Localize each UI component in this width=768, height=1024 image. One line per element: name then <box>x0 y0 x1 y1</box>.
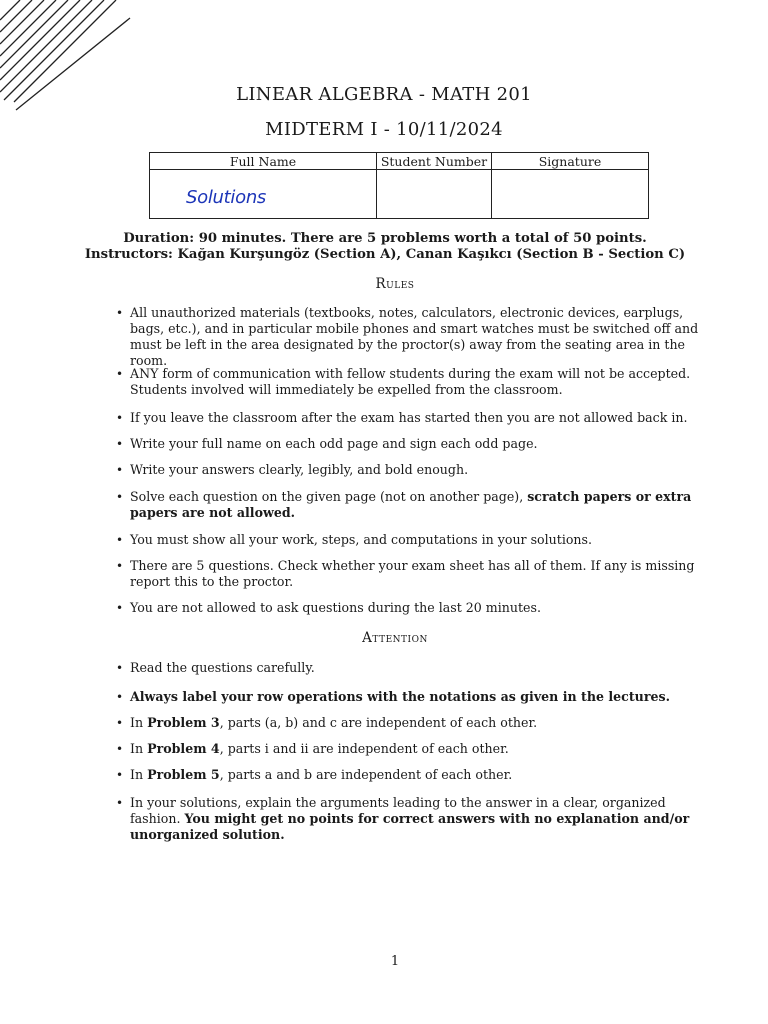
attention-item: • Always label your row operations with the notations as given in the lectures. <box>116 689 700 705</box>
full-name-cell[interactable] <box>150 170 377 219</box>
rule-item: • ANY form of communication with fellow students during the exam will not be accepted. Students involved will immediately be expelled from the classroom. <box>116 366 700 398</box>
instructors-info: Instructors: Kağan Kurşungöz (Section A), Canan Kaşıkcı (Section B - Section C) <box>84 247 686 262</box>
duration-info: Duration: 90 minutes. There are 5 problems worth a total of 50 points. <box>123 231 647 246</box>
rules-heading: Rules <box>375 276 415 292</box>
rule-item: • Write your full name on each odd page and sign each odd page. <box>116 436 700 452</box>
signature-header: Signature <box>492 153 649 170</box>
rule-item: • All unauthorized materials (textbooks, notes, calculators, electronic devices, earplugs, bags, etc.), and in particular mobile phones and smart watches must be switched off and must be left in the area designated by the proctor(s) away from the seating area in the room. <box>116 305 700 369</box>
attention-heading: Attention <box>362 630 428 646</box>
rule-item: • There are 5 questions. Check whether your exam sheet has all of them. If any is missing report this to the proctor. <box>116 558 700 590</box>
rule-item: • If you leave the classroom after the exam has started then you are not allowed back in. <box>116 410 700 426</box>
signature-cell[interactable] <box>492 170 649 219</box>
attention-item: • In your solutions, explain the arguments leading to the answer in a clear, organized fashion. You might get no points for correct answers with no explanation and/or unorganized solution. <box>116 795 700 843</box>
attention-item: • In Problem 5, parts a and b are independent of each other. <box>116 767 700 783</box>
course-title: LINEAR ALGEBRA - MATH 201 <box>236 84 532 105</box>
full-name-value: Solutions <box>186 186 267 208</box>
student-number-cell[interactable] <box>377 170 492 219</box>
rule-item: • Write your answers clearly, legibly, and bold enough. <box>116 462 700 478</box>
student-number-header: Student Number <box>377 153 492 170</box>
attention-item: • Read the questions carefully. <box>116 660 700 676</box>
page-number: 1 <box>390 954 400 969</box>
full-name-header: Full Name <box>150 153 377 170</box>
attention-item: • In Problem 4, parts i and ii are independent of each other. <box>116 741 700 757</box>
rule-item: • You are not allowed to ask questions during the last 20 minutes. <box>116 600 700 616</box>
rule-item: • You must show all your work, steps, and computations in your solutions. <box>116 532 700 548</box>
attention-item: • In Problem 3, parts (a, b) and c are independent of each other. <box>116 715 700 731</box>
exam-title: MIDTERM I - 10/11/2024 <box>265 119 503 140</box>
rule-item: • Solve each question on the given page (not on another page), scratch papers or extra papers are not allowed. <box>116 489 700 521</box>
student-info-table <box>149 152 649 219</box>
